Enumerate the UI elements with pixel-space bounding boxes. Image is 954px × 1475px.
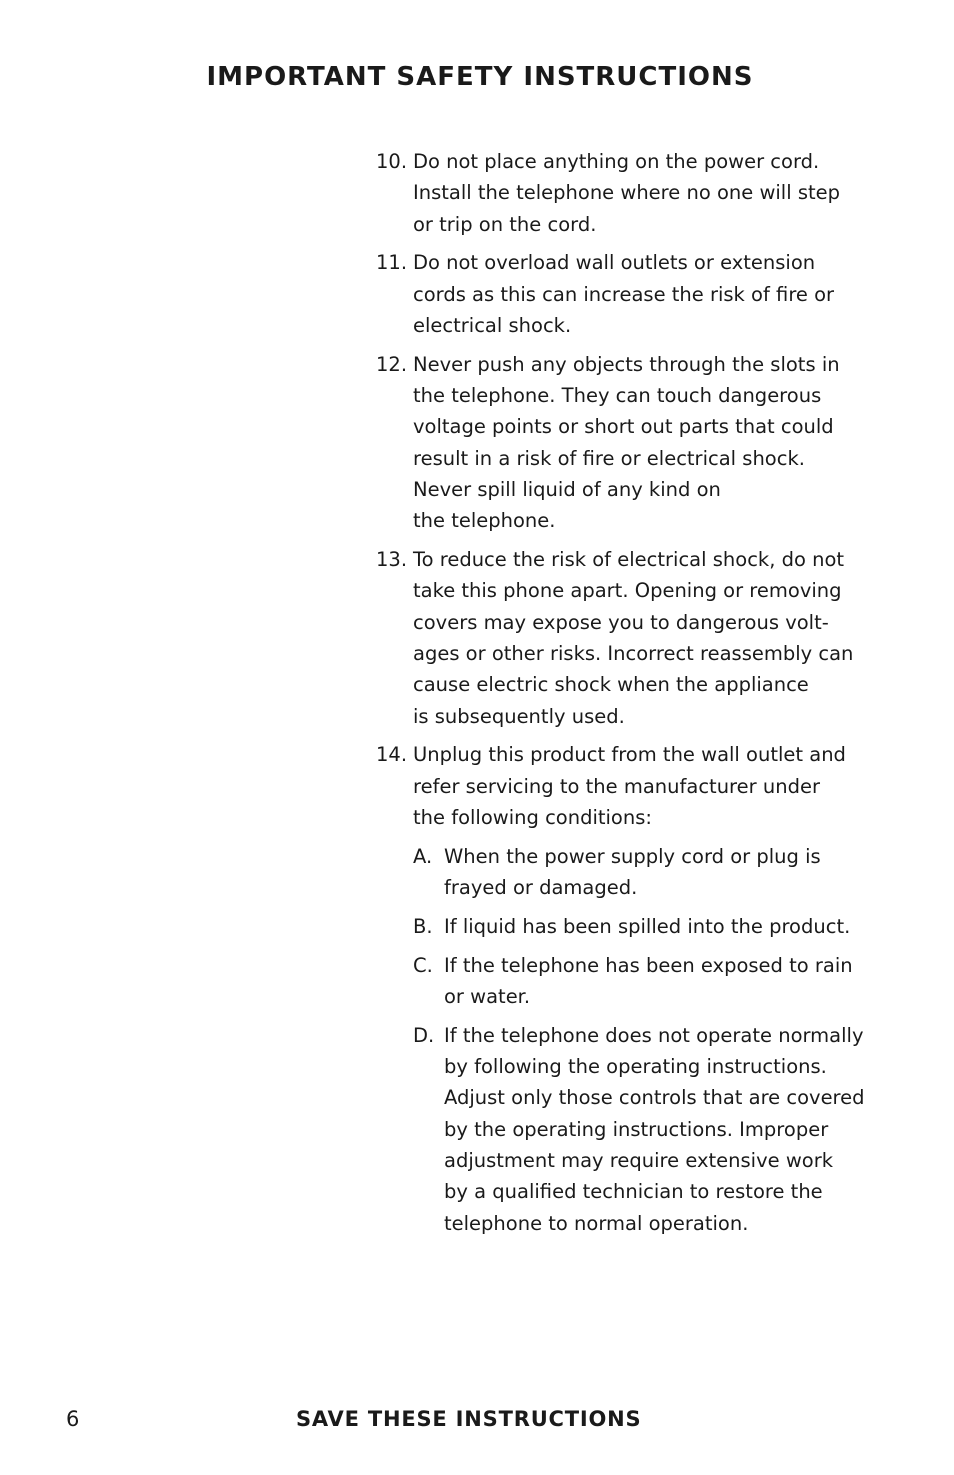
text-line: cause electric shock when the appliance: [413, 673, 809, 697]
condition-item-b: [413, 911, 916, 942]
text-line: the following conditions:: [413, 805, 652, 829]
text-line: is subsequently used.: [413, 704, 625, 728]
text-line: by following the operating instructions.: [444, 1055, 827, 1079]
text-line: frayed or damaged.: [444, 876, 638, 900]
condition-item-c: [413, 950, 916, 1013]
item-number: 13.: [376, 548, 408, 572]
footer-title: SAVE THESE INSTRUCTIONS: [296, 1407, 642, 1431]
item-text: [413, 247, 916, 341]
condition-text: [444, 841, 821, 904]
text-line: take this phone apart. Opening or removing: [413, 579, 842, 603]
condition-letter: D.: [413, 1023, 435, 1047]
text-line: ages or other risks. Incorrect reassembly can: [413, 641, 854, 665]
text-line: electrical shock.: [413, 313, 572, 337]
text-line: Adjust only those controls that are covered: [444, 1086, 865, 1110]
condition-letter: A.: [413, 844, 433, 868]
text-line: or trip on the cord.: [413, 212, 597, 236]
text-line: result in a risk of fire or electrical shock.: [413, 446, 805, 470]
item-text: [413, 739, 916, 1238]
item-number: 10.: [376, 150, 408, 173]
instruction-item-11: [376, 247, 916, 341]
text-line: the telephone. They can touch dangerous: [413, 384, 822, 408]
instruction-item-12: [376, 349, 916, 537]
text-line: Never spill liquid of any kind on: [413, 477, 721, 501]
page-title: IMPORTANT SAFETY INSTRUCTIONS: [206, 62, 754, 92]
condition-letter: C.: [413, 953, 433, 977]
text-line: Never push any objects through the slots in: [413, 352, 840, 376]
text-line: telephone to normal operation.: [444, 1211, 749, 1235]
text-line: by a qualified technician to restore the: [444, 1180, 823, 1204]
text-line: To reduce the risk of electrical shock, do not: [413, 548, 845, 572]
condition-item-d: [413, 1020, 916, 1239]
item-text: [413, 544, 916, 732]
text-line: refer servicing to the manufacturer under: [413, 774, 820, 798]
text-line: voltage points or short out parts that could: [413, 415, 834, 439]
item-number: 12.: [376, 352, 408, 376]
text-line: When the power supply cord or plug is: [444, 844, 821, 868]
condition-text: [444, 911, 850, 942]
text-line: Install the telephone where no one will step: [413, 181, 841, 205]
text-line: Unplug this product from the wall outlet and: [413, 743, 846, 767]
item-text: [413, 146, 916, 240]
page-number: 6: [66, 1407, 80, 1431]
condition-text: [444, 950, 853, 1013]
text-line: If liquid has been spilled into the product.: [444, 914, 851, 938]
text-line: the telephone.: [413, 509, 556, 533]
condition-text: [444, 1020, 865, 1239]
condition-item-a: [413, 841, 916, 904]
item-number: 11.: [376, 251, 408, 275]
instruction-item-13: [376, 544, 916, 732]
item-text: [413, 349, 916, 537]
instruction-item-14: [376, 739, 916, 1238]
text-line: covers may expose you to dangerous volt-: [413, 610, 829, 634]
text-line: Do not place anything on the power cord.: [413, 150, 820, 173]
item-number: 14.: [376, 743, 408, 767]
text-line: If the telephone has been exposed to rain: [444, 953, 853, 977]
text-line: cords as this can increase the risk of fire or: [413, 282, 835, 306]
text-line: or water.: [444, 984, 531, 1008]
condition-letter: B.: [413, 914, 433, 938]
text-line: If the telephone does not operate normally: [444, 1023, 864, 1047]
instruction-list: [376, 146, 916, 1246]
text-line: Do not overload wall outlets or extension: [413, 251, 816, 275]
instruction-item-10: [376, 146, 916, 240]
text-line: adjustment may require extensive work: [444, 1148, 834, 1172]
text-line: by the operating instructions. Improper: [444, 1117, 829, 1141]
